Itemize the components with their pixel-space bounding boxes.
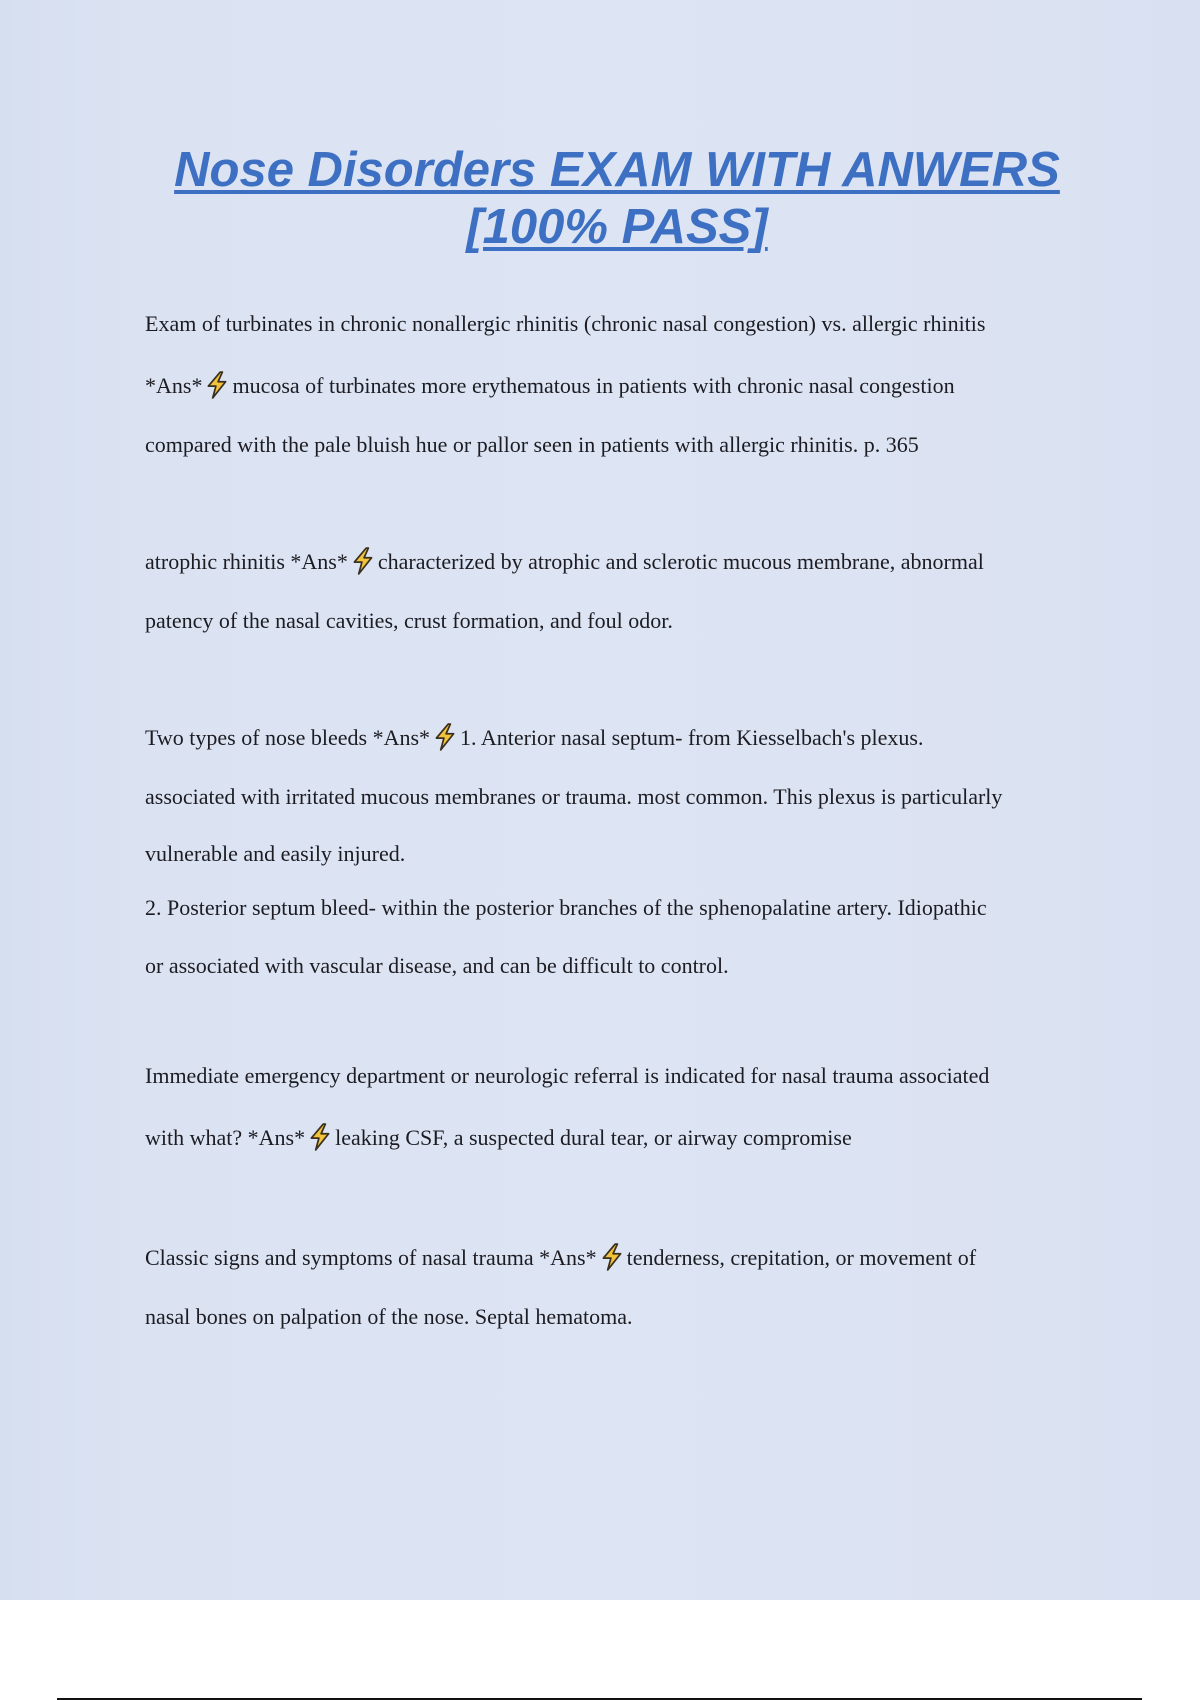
- qa-1-line-1: Exam of turbinates in chronic nonallergic rhinitis (chronic nasal congestion) vs. allergic rhinitis: [145, 311, 986, 336]
- qa-1-question-tail: *Ans*: [145, 373, 203, 398]
- qa-5-question: Classic signs and symptoms of nasal trauma *Ans*: [145, 1245, 597, 1270]
- lightning-bolt-icon: [432, 723, 458, 751]
- qa-3-line-4: 2. Posterior septum bleed- within the posterior branches of the sphenopalatine artery. Idiopathic: [145, 895, 987, 920]
- qa-5-answer: tenderness, crepitation, or movement of: [626, 1245, 977, 1270]
- qa-3-line-1: [145, 723, 923, 751]
- qa-4-line-1: Immediate emergency department or neurologic referral is indicated for nasal trauma associated: [145, 1063, 990, 1088]
- qa-3-line-5: or associated with vascular disease, and can be difficult to control.: [145, 953, 729, 978]
- qa-4-answer: leaking CSF, a suspected dural tear, or airway compromise: [335, 1125, 852, 1150]
- qa-1-line-3: compared with the pale bluish hue or pallor seen in patients with allergic rhinitis. p. 365: [145, 432, 919, 457]
- lightning-bolt-icon: [350, 547, 376, 575]
- lightning-bolt-icon: [599, 1243, 625, 1271]
- qa-4-question-tail: with what? *Ans*: [145, 1125, 306, 1150]
- qa-4-line-2: [145, 1123, 852, 1151]
- document-title: Nose Disorders EXAM WITH ANWERS [100% PASS]: [174, 143, 1060, 254]
- qa-3-question: Two types of nose bleeds *Ans*: [145, 725, 431, 750]
- qa-2-question: atrophic rhinitis *Ans*: [145, 549, 348, 574]
- qa-5-line-1: [145, 1243, 976, 1271]
- lightning-bolt-icon: [204, 371, 230, 399]
- qa-1-line-2: [145, 371, 955, 399]
- qa-3-answer: 1. Anterior nasal septum- from Kiesselbach's plexus.: [460, 725, 924, 750]
- qa-2-line-2: patency of the nasal cavities, crust formation, and foul odor.: [145, 608, 673, 633]
- lightning-bolt-icon: [307, 1123, 333, 1151]
- qa-5-line-2: nasal bones on palpation of the nose. Septal hematoma.: [145, 1304, 633, 1329]
- qa-2-answer: characterized by atrophic and sclerotic mucous membrane, abnormal: [377, 549, 984, 574]
- qa-3-line-2: associated with irritated mucous membranes or trauma. most common. This plexus is particularly: [145, 784, 1003, 809]
- qa-3-line-3: vulnerable and easily injured.: [145, 841, 406, 866]
- qa-1-answer: mucosa of turbinates more erythematous in patients with chronic nasal congestion: [232, 373, 955, 398]
- qa-2-line-1: [145, 547, 984, 575]
